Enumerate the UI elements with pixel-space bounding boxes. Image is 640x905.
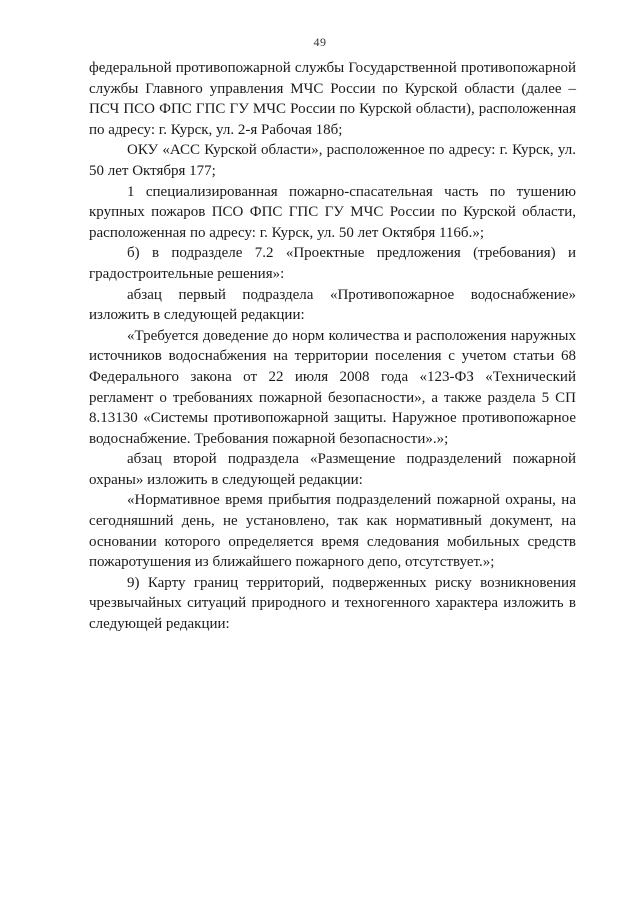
paragraph-specialized-unit: 1 специализированная пожарно-спасательная часть по тушению крупных пожаров ПСО ФПС ГПС ГУ МЧС России по Курской области, расположенная по адресу: г. Курск, ул. 50 лет Октября 116б.»;	[89, 183, 576, 241]
paragraph-fire-unit-address: федеральной противопожарной службы Государственной противопожарной службы Главного управления МЧС России по Курской области (далее – ПСЧ ПСО ФПС ГПС ГУ МЧС России по Курской области), расположенная по адресу: г. Курск, ул. 2-я Рабочая 18б;	[89, 60, 576, 138]
paragraph-item-9: 9) Карту границ территорий, подверженных риску возникновения чрезвычайных ситуаций природного и техногенного характера изложить в следующей редакции:	[89, 574, 576, 633]
paragraph-fire-units-intro: абзац второй подраздела «Размещение подразделений пожарной охраны» изложить в следующей редакции:	[89, 451, 576, 488]
paragraph-oku-ass: ОКУ «АСС Курской области», расположенное по адресу: г. Курск, ул. 50 лет Октября 177;	[89, 142, 576, 179]
paragraph-water-supply-text: «Требуется доведение до норм количества и расположения наружных источников водоснабжения на территории поселения с учетом статьи 68 Федерального закона от 22 июля 2008 года «123-ФЗ «Технический регламент о требованиях пожарной безопасности», а также раздела 5 СП 8.13130 «Системы противопожарной защиты. Наружное противопожарное водоснабжение. Требования пожарной безопасности».»;	[89, 327, 576, 447]
paragraph-subsection-7-2: б) в подразделе 7.2 «Проектные предложения (требования) и градостроительные решения»:	[89, 245, 576, 282]
paragraph-fire-units-text: «Нормативное время прибытия подразделений пожарной охраны, на сегодняшний день, не установлено, так как нормативный документ, на основании которого определяется время следования мобильных средств пожаротушения из ближайшего пожарного депо, отсутствует.»;	[89, 492, 576, 571]
document-body	[89, 58, 576, 635]
paragraph-water-supply-intro: абзац первый подраздела «Противопожарное водоснабжение» изложить в следующей редакции:	[89, 286, 576, 324]
page-number: 49	[313, 35, 327, 49]
